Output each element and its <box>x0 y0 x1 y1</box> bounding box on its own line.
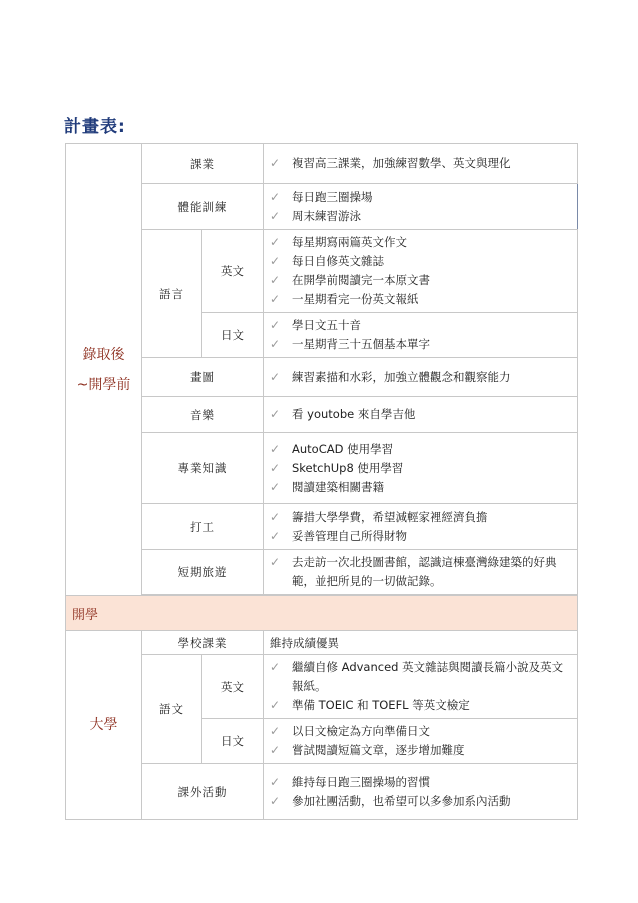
check-bullet-icon: ✓ <box>270 660 281 674</box>
row-short-trip <box>66 550 578 595</box>
check-bullet-icon: ✓ <box>270 743 281 757</box>
subcategory-label: 日文 <box>202 313 264 358</box>
row-drawing <box>66 358 578 397</box>
list-item-text: 去走訪一次北投圖書館，認識這棟臺灣綠建築的好典範，並把所見的一切做記錄。 <box>292 555 557 588</box>
list-item-text: 以日文檢定為方向準備日文 <box>292 724 430 738</box>
list-item-text: AutoCAD 使用學習 <box>292 441 394 456</box>
list-item <box>270 696 573 715</box>
list-item-text: 一星期看完一份英文報紙 <box>292 292 419 306</box>
list-item-text: 每日跑三圈操場 <box>292 189 373 204</box>
check-bullet-icon: ✓ <box>270 793 281 808</box>
category-content <box>264 504 578 550</box>
check-bullet-icon: ✓ <box>270 528 281 543</box>
category-content <box>264 433 578 504</box>
check-bullet-icon: ✓ <box>270 156 281 170</box>
list-item <box>270 290 573 309</box>
category-label: 學校課業 <box>142 631 264 655</box>
list-item <box>270 478 573 497</box>
list-item-text: 繼續自修 Advanced 英文雜誌與閱讀長篇小說及英文報紙。 <box>292 660 564 693</box>
category-content <box>264 358 578 397</box>
list-item <box>270 207 573 226</box>
row-professional-knowledge <box>66 433 578 504</box>
check-bullet-icon: ✓ <box>270 509 281 524</box>
category-content <box>264 144 578 184</box>
check-bullet-icon: ✓ <box>270 369 281 384</box>
list-item <box>270 335 573 354</box>
list-item-text: 在開學前閱讀完一本原文書 <box>292 273 430 287</box>
phase-label-line1: 錄取後 <box>82 346 125 363</box>
list-item <box>270 252 573 271</box>
row-extracurricular <box>66 764 578 820</box>
category-content <box>264 313 578 358</box>
list-item <box>270 773 573 792</box>
row-language-english <box>66 230 578 313</box>
check-bullet-icon: ✓ <box>270 441 281 456</box>
phase-label-line2: ~開學前 <box>76 376 131 393</box>
list-item-text: SketchUp8 使用學習 <box>292 460 404 475</box>
phase-after-admission <box>66 144 142 596</box>
list-item-text: 參加社團活動，也希望可以多參加系內活動 <box>292 793 511 808</box>
plan-title: 計畫表: <box>64 117 126 137</box>
check-bullet-icon: ✓ <box>270 318 281 332</box>
list-item-text: 學日文五十音 <box>292 318 361 332</box>
list-item-text: 籌措大學學費，希望減輕家裡經濟負擔 <box>292 509 488 524</box>
list-item <box>270 271 573 290</box>
check-bullet-icon: ✓ <box>270 724 281 738</box>
band-label: 開學 <box>66 596 578 631</box>
list-item-text: 練習素描和水彩，加強立體觀念和觀察能力 <box>292 369 511 384</box>
subcategory-label: 英文 <box>202 655 264 719</box>
category-content <box>264 764 578 820</box>
category-content <box>264 184 578 230</box>
check-bullet-icon: ✓ <box>270 292 281 306</box>
list-item-text: 複習高三課業，加強練習數學、英文與理化 <box>292 156 511 170</box>
list-item-text: 妥善管理自己所得財物 <box>292 528 407 543</box>
subcategory-label: 英文 <box>202 230 264 313</box>
list-item <box>270 188 573 207</box>
list-item <box>270 553 573 591</box>
band-row <box>66 596 578 631</box>
list-item-text: 看 youtobe 來自學吉他 <box>292 407 416 421</box>
list-item-text: 維持每日跑三圈操場的習慣 <box>292 774 430 789</box>
category-label: 語言 <box>142 230 202 358</box>
category-label: 專業知識 <box>142 433 264 504</box>
category-label: 課外活動 <box>142 764 264 820</box>
category-label: 音樂 <box>142 397 264 433</box>
list-item-text: 一星期背三十五個基本單字 <box>292 337 430 351</box>
list-item-text: 嘗試閱讀短篇文章，逐步增加難度 <box>292 743 465 757</box>
category-label: 體能訓練 <box>142 184 264 230</box>
check-bullet-icon: ✓ <box>270 698 281 712</box>
check-bullet-icon: ✓ <box>270 460 281 475</box>
list-item <box>270 316 573 335</box>
category-label: 語文 <box>142 655 202 764</box>
category-label: 課業 <box>142 144 264 184</box>
list-item <box>270 508 573 527</box>
list-item <box>270 459 573 478</box>
row-fitness <box>66 184 578 230</box>
check-bullet-icon: ✓ <box>270 189 281 204</box>
category-content <box>264 719 578 764</box>
list-item <box>270 741 573 760</box>
row-part-time-job <box>66 504 578 550</box>
list-item-text: 每日自修英文雜誌 <box>292 254 384 268</box>
row-lang2-english <box>66 655 578 719</box>
list-item <box>270 154 573 173</box>
list-item <box>270 658 573 696</box>
check-bullet-icon: ✓ <box>270 337 281 351</box>
list-item <box>270 792 573 811</box>
category-content <box>264 550 578 595</box>
list-item <box>270 440 573 459</box>
list-item <box>270 527 573 546</box>
category-label: 畫圖 <box>142 358 264 397</box>
list-item <box>270 233 573 252</box>
list-item-text: 周末練習游泳 <box>292 208 361 223</box>
row-school-coursework <box>66 631 578 655</box>
list-item-text: 每星期寫兩篇英文作文 <box>292 235 407 249</box>
category-content: 維持成績優異 <box>264 631 578 655</box>
category-content <box>264 397 578 433</box>
check-bullet-icon: ✓ <box>270 273 281 287</box>
row-coursework <box>66 144 578 184</box>
phase-university: 大學 <box>66 631 142 820</box>
category-content <box>264 655 578 719</box>
list-item <box>270 722 573 741</box>
check-bullet-icon: ✓ <box>270 479 281 494</box>
list-item-text: 準備 TOEIC 和 TOEFL 等英文檢定 <box>292 698 470 712</box>
list-item <box>270 405 573 424</box>
category-label: 打工 <box>142 504 264 550</box>
check-bullet-icon: ✓ <box>270 555 281 569</box>
check-bullet-icon: ✓ <box>270 774 281 789</box>
category-label: 短期旅遊 <box>142 550 264 595</box>
check-bullet-icon: ✓ <box>270 235 281 249</box>
list-item-text: 閱讀建築相關書籍 <box>292 479 384 494</box>
check-bullet-icon: ✓ <box>270 208 281 223</box>
row-music <box>66 397 578 433</box>
subcategory-label: 日文 <box>202 719 264 764</box>
list-item <box>270 368 573 387</box>
check-bullet-icon: ✓ <box>270 407 281 421</box>
check-bullet-icon: ✓ <box>270 254 281 268</box>
category-content <box>264 230 578 313</box>
plan-table <box>65 143 578 820</box>
